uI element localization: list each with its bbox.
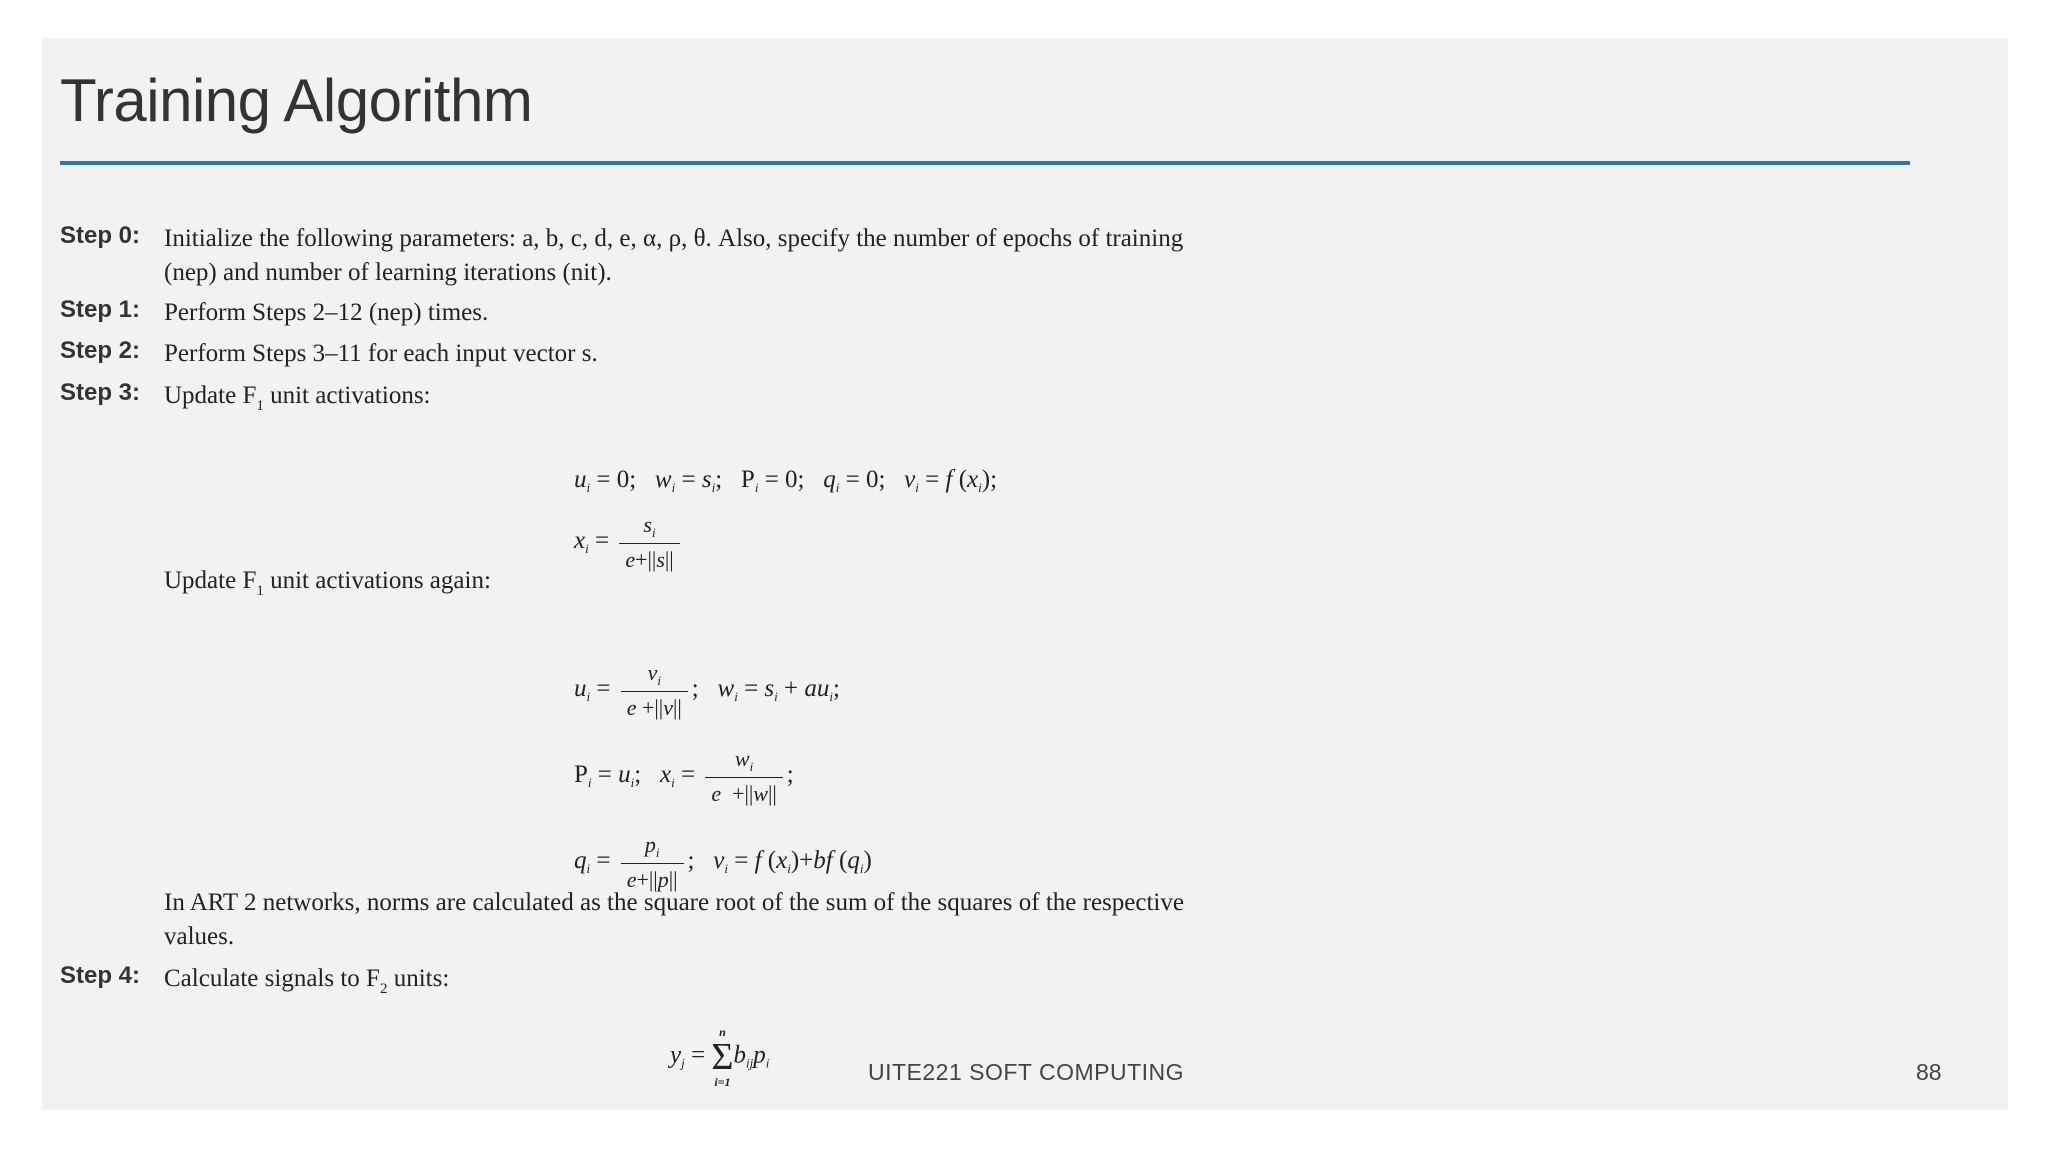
step-label: Step 1: <box>60 296 141 323</box>
equation-4: $P_i = u_i$; $x_i$ = $\frac{w_i}{e +||w||}$ ; <box>574 746 794 806</box>
slide-title: Training Algorithm <box>60 67 533 134</box>
subscript: 2 <box>379 981 388 997</box>
page-number: 88 <box>1916 1059 1942 1085</box>
step-label: Step 3: <box>60 379 141 406</box>
step-label: Step 2: <box>60 337 141 364</box>
step-2 <box>60 337 1380 371</box>
title-underline <box>60 161 1910 165</box>
step-3 <box>60 379 1380 423</box>
equation-5: $q_i$ = $\frac{p_i}{e+||p||}$ ; $v_i = f$ $(x_i)+bf$ $(q_i)$ <box>574 832 872 892</box>
step-text: unit activations: <box>270 382 431 409</box>
subscript: 1 <box>256 583 264 599</box>
step-text: units: <box>393 965 450 992</box>
equation-3: $u_i$ = $\frac{v_i}{e +||v||}$ ; $w_i = s_i + au_i$; <box>574 660 840 720</box>
equation-2: $x_i$ = $\frac{s_i}{e+||s||}$ <box>574 512 684 573</box>
norm-note <box>60 886 1380 954</box>
note-line: values. <box>164 923 235 950</box>
subscript: 1 <box>256 398 264 414</box>
equation-1: $u_i = 0$; $w_i = s_i$; $P_i = 0$; $q_i = 0$; $v_i = f$ $(x_i)$; <box>574 466 998 495</box>
step-1 <box>60 296 1380 330</box>
step-4 <box>60 962 1380 1006</box>
equation-6: $y_j$ = n Σ i=1 $b_{ij}p_i$ <box>670 1025 770 1089</box>
step-0 <box>60 222 1183 290</box>
step-label: Step 4: <box>60 962 141 989</box>
step-label: Step 0: <box>60 222 141 249</box>
step-text: Calculate signals to F <box>164 965 380 992</box>
step-text-line: Perform Steps 2–12 (nep) times. <box>164 299 489 326</box>
step-text-line: Initialize the following parameters: a, b, c, d, e, α, ρ, θ. Also, specify the number of epochs of training <box>164 225 1184 252</box>
update-again <box>60 564 1380 608</box>
step-text: Update F <box>164 567 257 594</box>
footer-course-name: UITE221 SOFT COMPUTING <box>868 1059 1185 1085</box>
step-text-line: (nep) and number of learning iterations (nit). <box>164 259 612 286</box>
step-text: unit activations again: <box>270 567 491 594</box>
step-text: Update F <box>164 382 257 409</box>
note-line: In ART 2 networks, norms are calculated as the square root of the sum of the squares of the respective <box>164 889 1184 916</box>
step-text-line: Perform Steps 3–11 for each input vector s. <box>164 340 598 367</box>
